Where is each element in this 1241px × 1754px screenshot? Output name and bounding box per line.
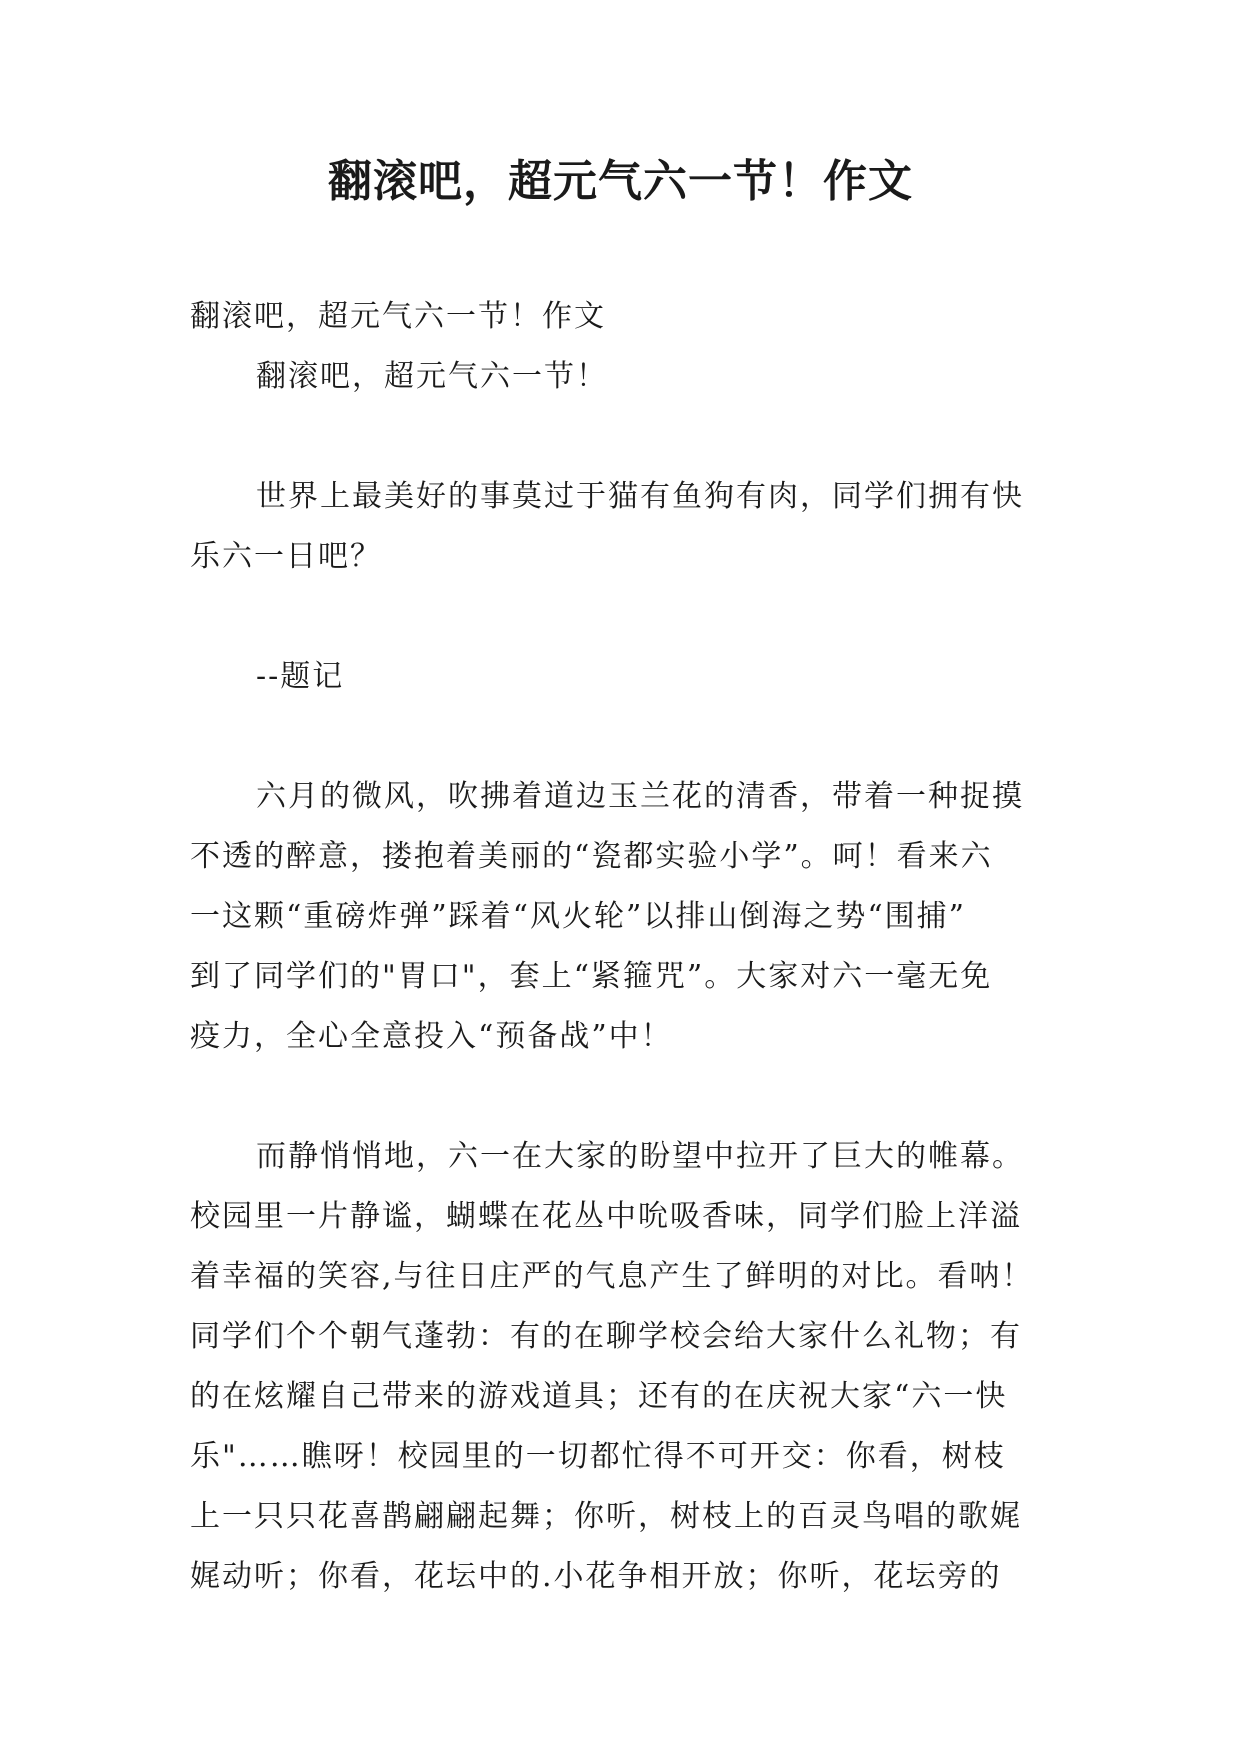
paragraph-line: 世界上最美好的事莫过于猫有鱼狗有肉，同学们拥有快	[256, 479, 1024, 514]
inscription: --题记	[256, 659, 345, 694]
paragraph-2	[190, 767, 1070, 1067]
paragraph-line: 同学们个个朝气蓬勃：有的在聊学校会给大家什么礼物；有	[190, 1319, 1022, 1354]
document-body	[190, 287, 1070, 1607]
paragraph-line: 乐"……瞧呀！校园里的一切都忙得不可开交：你看，树枝	[190, 1439, 1006, 1474]
header-line: 翻滚吧，超元气六一节！作文	[190, 299, 606, 334]
subtitle-line: 翻滚吧，超元气六一节！	[256, 359, 608, 394]
paragraph-gap	[190, 707, 1070, 767]
paragraph-line: 乐六一日吧？	[190, 539, 382, 574]
paragraph-line: 到了同学们的"胃口"，套上“紧箍咒”。大家对六一毫无免	[190, 959, 993, 994]
paragraph-line: 疫力，全心全意投入“预备战”中！	[190, 1019, 673, 1054]
paragraph-3	[190, 1127, 1070, 1607]
paragraph-line: 不透的醉意，搂抱着美丽的“瓷都实验小学”。呵！看来六	[190, 839, 993, 874]
paragraph-gap	[190, 587, 1070, 647]
paragraph-gap	[190, 1067, 1070, 1127]
paragraph-line: 六月的微风，吹拂着道边玉兰花的清香，带着一种捉摸	[256, 779, 1024, 814]
paragraph-1	[190, 467, 1070, 587]
paragraph-line: 而静悄悄地，六一在大家的盼望中拉开了巨大的帷幕。	[256, 1139, 1024, 1174]
document-title: 翻滚吧，超元气六一节！作文	[328, 156, 913, 207]
paragraph-line: 上一只只花喜鹊翩翩起舞；你听，树枝上的百灵鸟唱的歌娓	[190, 1499, 1022, 1534]
paragraph-line: 的在炫耀自己带来的游戏道具；还有的在庆祝大家“六一快	[190, 1379, 1008, 1414]
paragraph-line: 着幸福的笑容,与往日庄严的气息产生了鲜明的对比。看呐！	[190, 1259, 1034, 1294]
paragraph-line: 校园里一片静谧，蝴蝶在花丛中吮吸香味，同学们脸上洋溢	[190, 1199, 1022, 1234]
paragraph-gap	[190, 407, 1070, 467]
paragraph-line: 娓动听；你看，花坛中的.小花争相开放；你听，花坛旁的	[190, 1559, 1002, 1594]
paragraph-line: 一这颗“重磅炸弹”踩着“风火轮”以排山倒海之势“围捕”	[190, 899, 967, 934]
